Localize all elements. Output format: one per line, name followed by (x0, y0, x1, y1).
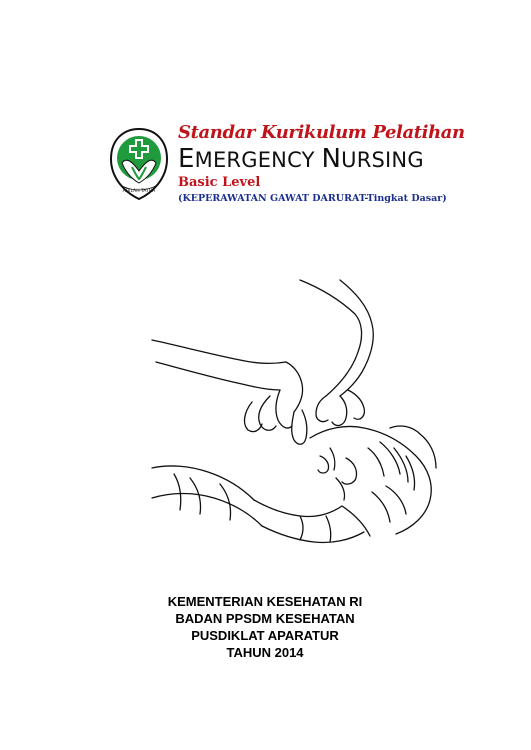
ministry-logo-icon (108, 127, 170, 201)
course-title: EMERGENCY NURSING (178, 144, 424, 174)
agency-name: BADAN PPSDM KESEHATAN (175, 611, 355, 626)
ministry-name: KEMENTERIAN KESEHATAN RI (167, 594, 363, 609)
curriculum-title: Standar Kurikulum Pelatihan (178, 122, 465, 143)
publication-year: TAHUN 2014 (226, 645, 304, 660)
subtitle-indonesian: (KEPERAWATAN GAWAT DARURAT-Tingkat Dasar) (178, 193, 447, 204)
training-center-name: PUSDIKLAT APARATUR (191, 628, 339, 643)
logo-motto-text: ADILAH TATHA (122, 189, 156, 194)
airway-illustration-icon (150, 278, 440, 550)
level-title: Basic Level (178, 175, 261, 190)
title-block (178, 122, 518, 205)
publisher-block (120, 593, 410, 661)
